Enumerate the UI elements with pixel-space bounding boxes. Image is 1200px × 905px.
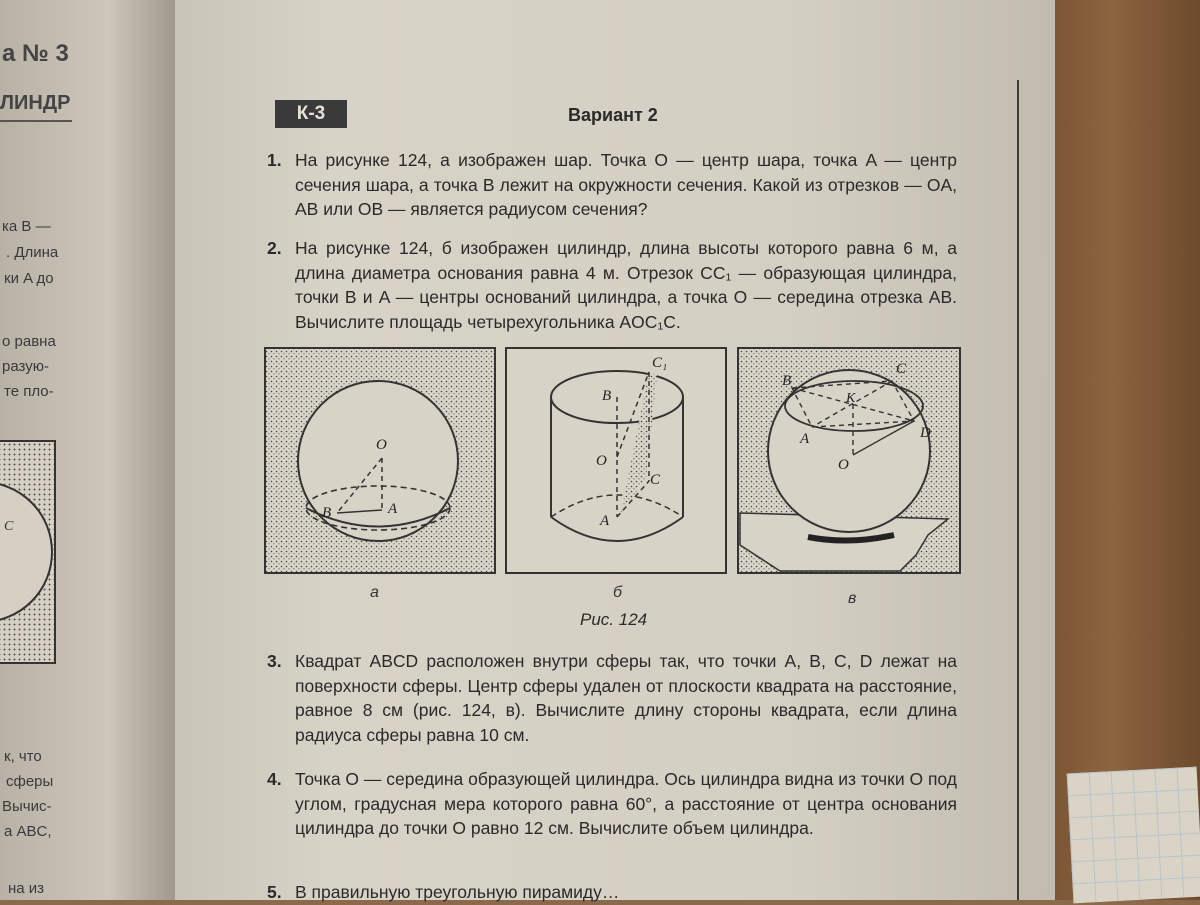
figure-label-b: б: [613, 584, 622, 601]
point-label: D: [920, 425, 931, 441]
point-label: A: [388, 501, 398, 517]
left-fragment: ки A до: [4, 270, 54, 287]
left-fragment: к, что: [4, 748, 42, 765]
variant-title: Вариант 2: [568, 105, 658, 125]
figure-a-ball: [265, 348, 495, 573]
point-label: O: [838, 457, 849, 473]
task-2: [267, 236, 957, 334]
point-label: K: [846, 391, 856, 406]
left-fragment: сферы: [6, 773, 54, 790]
point-label: O: [376, 437, 387, 453]
test-badge: К-3: [275, 100, 347, 128]
task-text: На рисунке 124, а изображен шар. Точка O — центр шара, точка A — центр сечения шара, а точка B лежит на окружности сечения. Какой из отрезков — OA, AB или OB — является радиусом сечения?: [295, 150, 957, 219]
point-label: A: [800, 431, 810, 447]
left-fragment: Вычис-: [2, 798, 52, 815]
point-label: A: [600, 513, 610, 529]
left-fragment: о равна: [2, 333, 56, 350]
left-fragment: разую-: [2, 358, 49, 375]
figure-caption: Рис. 124: [580, 610, 648, 629]
task-text: На рисунке 124, б изображен цилиндр, длина высоты которого равна 6 м, а длина диаметра основания равна 4 м. Отрезок CC₁ — образующая цилиндра, точки B и A — центры оснований цилиндра, а точка O — середина отрезка AB. Вычислите площадь четырехугольника AOC₁C.: [295, 238, 957, 332]
task-number: 5.: [267, 882, 282, 902]
previous-page: [0, 0, 180, 900]
task-number: 3.: [267, 651, 282, 671]
task-number: 2.: [267, 238, 282, 258]
left-fragment: ка B —: [2, 218, 51, 235]
task-number: 1.: [267, 150, 282, 170]
point-label: C: [650, 472, 661, 488]
left-page-heading: а № 3: [2, 40, 69, 67]
figure-label-a: а: [370, 584, 379, 601]
figure-b-cylinder: [506, 348, 726, 573]
point-label: B: [322, 505, 332, 521]
point-label: B: [602, 388, 612, 404]
table-surface: [1050, 0, 1200, 900]
task-5: [267, 880, 957, 905]
task-3: [267, 649, 957, 747]
figure-label-c: в: [848, 590, 857, 607]
graph-paper: [1067, 767, 1200, 904]
point-label: B: [782, 373, 792, 389]
task-text: Квадрат ABCD расположен внутри сферы так, что точки A, B, C, D лежат на поверхности сферы. Центр сферы удален от плоскости квадрата на расстояние, равное 8 см (рис. 124, в). Вычислите длину стороны квадрата, если длина радиуса сферы равна 10 см.: [295, 651, 957, 745]
left-fragment: а ABC,: [4, 823, 52, 840]
point-label: C₁: [652, 355, 668, 371]
left-figure-label: C: [4, 519, 14, 534]
task-4: [267, 767, 957, 841]
left-fragment: на из: [8, 880, 45, 897]
task-text: Точка O — середина образующей цилиндра. Ось цилиндра видна из точки O под углом, градусная мера которого равна 60°, а расстояние от центра основания цилиндра до точки O равно 12 см. Вычислите объем цилиндра.: [295, 769, 957, 838]
task-number: 4.: [267, 769, 282, 789]
task-text: В правильную треугольную пирамиду…: [295, 882, 620, 902]
figure-c-sphere: [738, 348, 960, 573]
left-page-rule: [0, 120, 72, 122]
left-page-subheading: ЛИНДР: [0, 92, 71, 114]
task-1: [267, 148, 957, 222]
workbook-page: [175, 0, 1055, 900]
left-fragment: те пло-: [4, 383, 54, 400]
figure-124: [260, 345, 980, 625]
page-edge: [1017, 80, 1019, 900]
point-label: C: [896, 361, 907, 377]
left-page-figure: [0, 440, 56, 664]
left-fragment: . Длина: [6, 244, 59, 261]
point-label: O: [596, 453, 607, 469]
